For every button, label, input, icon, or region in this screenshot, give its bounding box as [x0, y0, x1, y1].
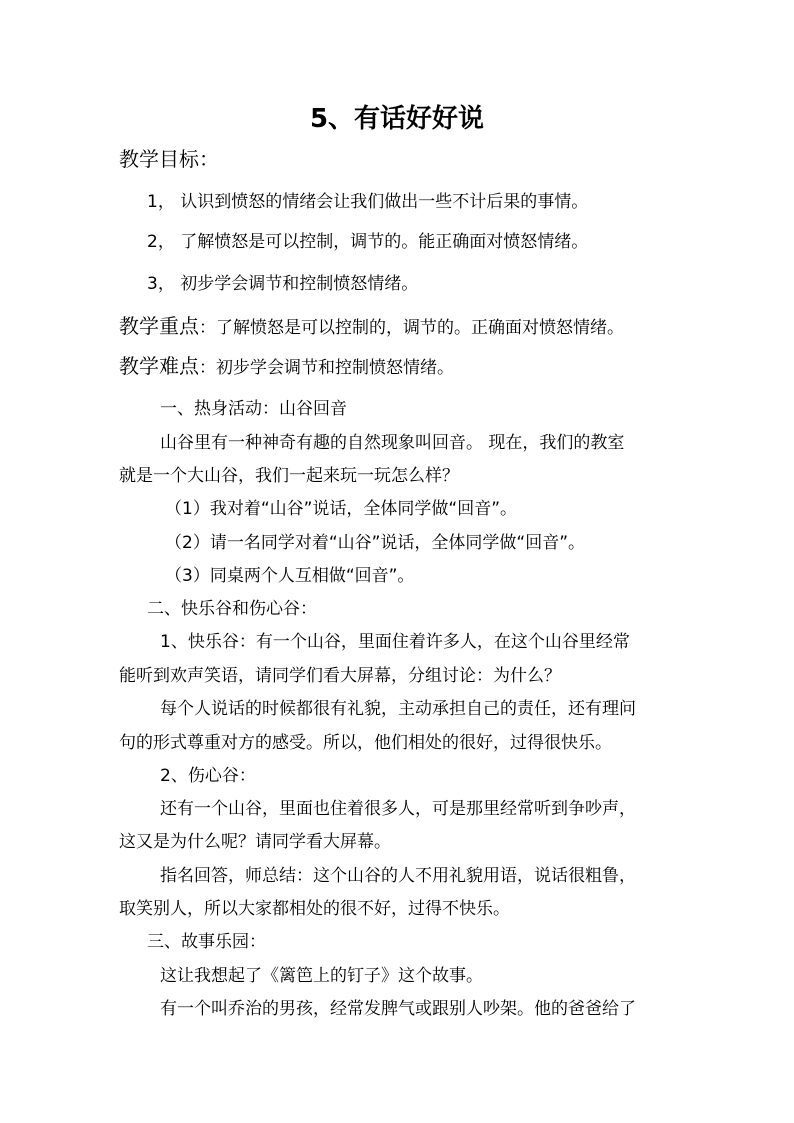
paragraph-line: 句的形式尊重对方的感受。所以，他们相处的很好，过得很快乐。: [119, 733, 612, 753]
objective-item: 3， 初步学会调节和控制愤怒情绪。: [147, 274, 419, 294]
difficulty-label: 教学难点: [119, 354, 199, 378]
step-item: （2）请一名同学对着“山谷”说话，全体同学做“回音”。: [165, 533, 586, 553]
difficulty-text: ：初步学会调节和控制愤怒情绪。: [199, 358, 454, 378]
step-item: （3）同桌两个人互相做“回音”。: [165, 566, 415, 586]
paragraph-line: 有一个叫乔治的男孩，经常发脾气或跟别人吵架。他的爸爸给了: [160, 999, 636, 1019]
key-point: [119, 314, 624, 340]
key-point-label: 教学重点: [119, 314, 199, 338]
paragraph-line: 这让我想起了《篱笆上的钉子》这个故事。: [160, 966, 483, 986]
section3-heading: 三、故事乐园：: [147, 932, 266, 952]
section2-heading: 二、快乐谷和伤心谷：: [147, 599, 317, 619]
objectives-heading: 教学目标：: [119, 147, 219, 171]
page-title: 5、有话好好说: [309, 104, 485, 134]
paragraph-line: 山谷里有一种神奇有趣的自然现象叫回音。 现在，我们的教室: [160, 433, 625, 453]
paragraph-line: 每个人说话的时候都很有礼貌，主动承担自己的责任，还有理问: [160, 699, 636, 719]
paragraph-line: 能听到欢声笑语，请同学们看大屏幕，分组讨论：为什么？: [119, 666, 561, 686]
paragraph-line: 这又是为什么呢？请同学看大屏幕。: [119, 832, 391, 852]
step-item: （1）我对着“山谷”说话，全体同学做“回音”。: [165, 499, 518, 519]
paragraph-line: 还有一个山谷，里面也住着很多人，可是那里经常听到争吵声，: [160, 799, 636, 819]
paragraph-line: 指名回答，师总结：这个山谷的人不用礼貌用语，说话很粗鲁，: [160, 866, 636, 886]
paragraph-line: 取笑别人，所以大家都相处的很不好，过得不快乐。: [119, 899, 510, 919]
paragraph-line: 就是一个大山谷，我们一起来玩一玩怎么样？: [119, 466, 459, 486]
difficulty: [119, 354, 454, 380]
objective-item: 1， 认识到愤怒的情绪会让我们做出一些不计后果的事情。: [147, 192, 589, 212]
key-point-text: ：了解愤怒是可以控制的，调节的。正确面对愤怒情绪。: [199, 318, 624, 338]
section1-heading: 一、热身活动：山谷回音: [160, 399, 347, 419]
paragraph-line: 1、快乐谷：有一个山谷，里面住着许多人，在这个山谷里经常: [160, 632, 630, 652]
objective-item: 2， 了解愤怒是可以控制，调节的。能正确面对愤怒情绪。: [147, 232, 589, 252]
sad-valley-heading: 2、伤心谷：: [160, 766, 256, 786]
